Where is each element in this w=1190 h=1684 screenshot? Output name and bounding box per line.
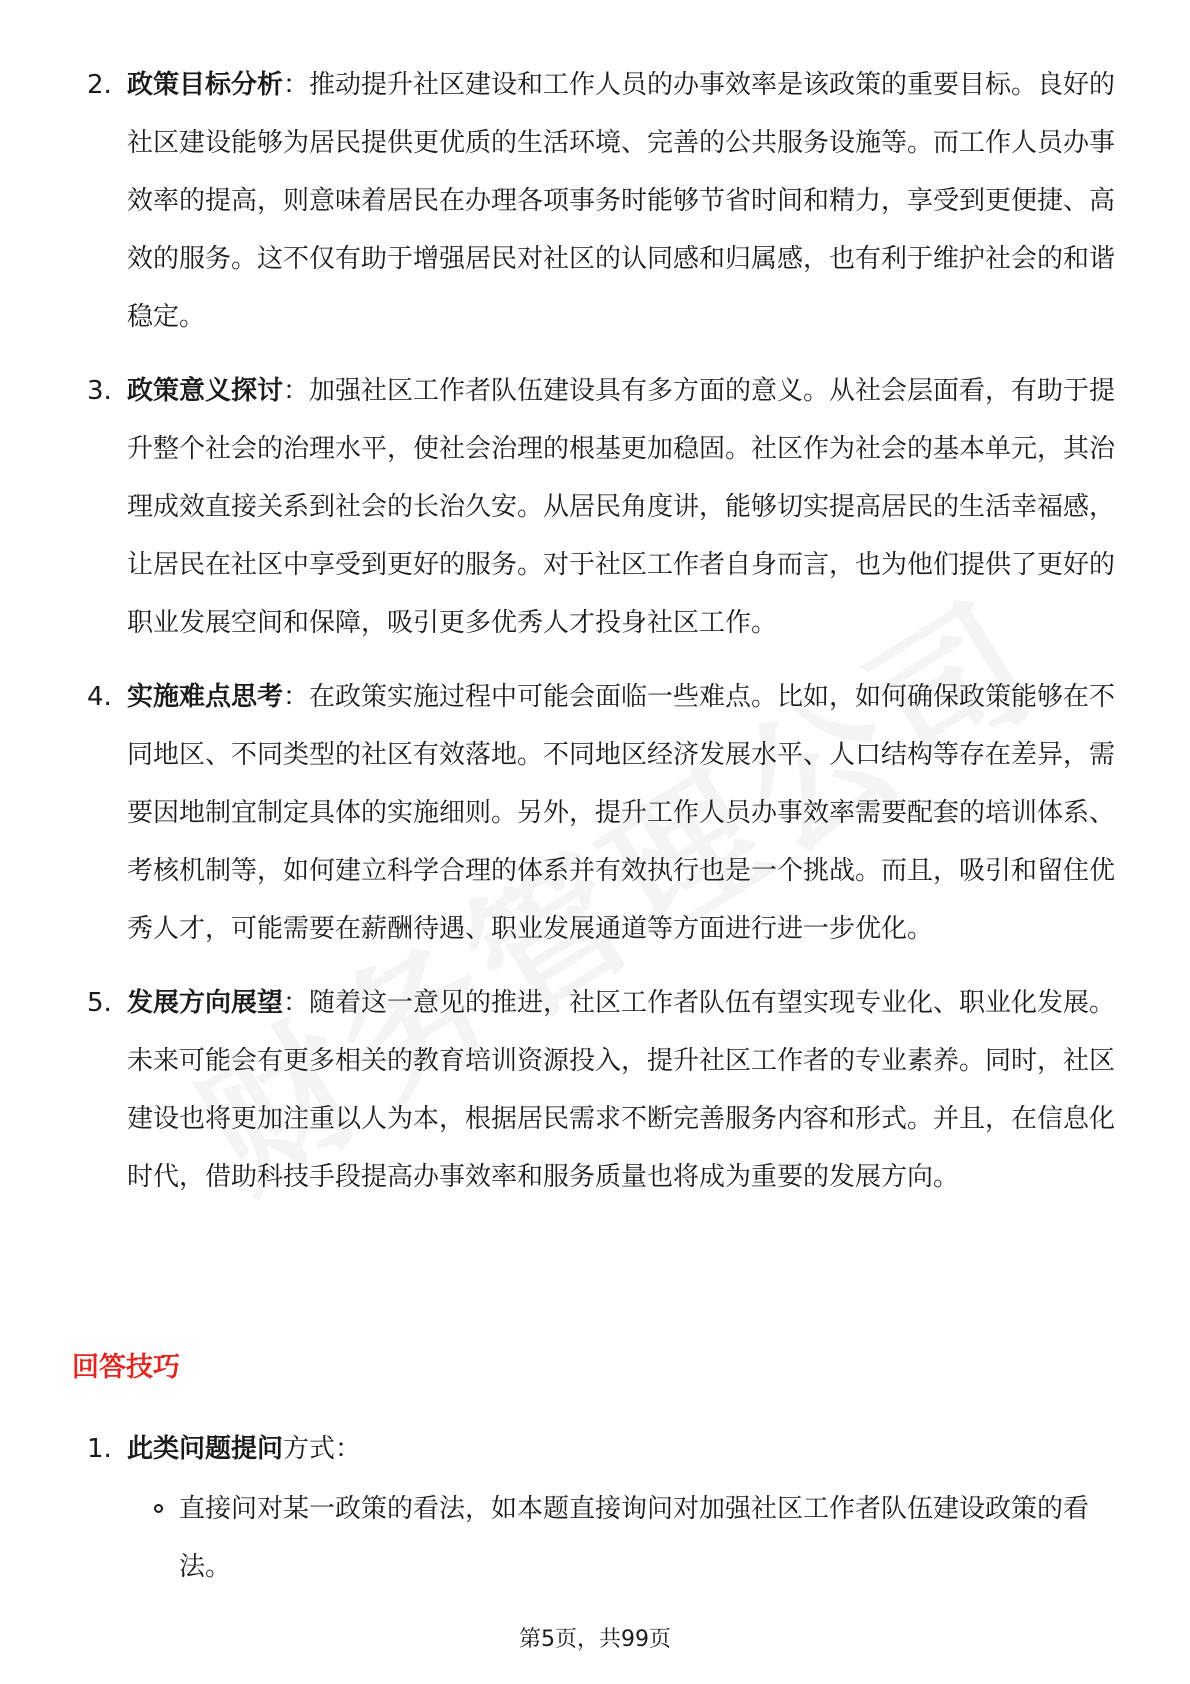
list-item-paragraph: [127, 668, 1120, 958]
list-item: [80, 362, 1120, 652]
tip-item-title: 此类问题提问: [127, 1434, 284, 1464]
page-footer: 第5页，共99页: [519, 1627, 671, 1652]
list-item-title: 实施难点思考: [127, 682, 284, 712]
tip-bullet-item: [80, 1480, 1120, 1596]
tip-item-title-suffix: 方式：: [283, 1434, 362, 1464]
list-item-number: 2.: [87, 70, 112, 100]
list-item: [80, 974, 1120, 1206]
list-item-paragraph: [127, 974, 1120, 1206]
hollow-bullet-icon: [154, 1504, 163, 1513]
list-item-text: ：加强社区工作者队伍建设具有多方面的意义。从社会层面看，有助于提升整个社会的治理水平，使社会治理的根基更加稳固。社区作为社会的基本单元，其治理成效直接关系到社会的长治久安。从居民角度讲，能够切实提高居民的生活幸福感，让居民在社区中享受到更好的服务。对于社区工作者自身而言，也为他们提供了更好的职业发展空间和保障，吸引更多优秀人才投身社区工作。: [127, 376, 1116, 638]
section-title: 回答技巧: [72, 1352, 180, 1383]
list-item-text: ：推动提升社区建设和工作人员的办事效率是该政策的重要目标。良好的社区建设能够为居民提供更优质的生活环境、完善的公共服务设施等。而工作人员办事效率的提高，则意味着居民在办理各项事务时能够节省时间和精力，享受到更便捷、高效的服务。这不仅有助于增强居民对社区的认同感和归属感，也有利于维护社会的和谐稳定。: [127, 70, 1116, 332]
list-item-title: 政策目标分析: [127, 70, 284, 100]
list-item-text: ：在政策实施过程中可能会面临一些难点。比如，如何确保政策能够在不同地区、不同类型的社区有效落地。不同地区经济发展水平、人口结构等存在差异，需要因地制宜制定具体的实施细则。另外，提升工作人员办事效率需要配套的培训体系、考核机制等，如何建立科学合理的体系并有效执行也是一个挑战。而且，吸引和留住优秀人才，可能需要在薪酬待遇、职业发展通道等方面进行进一步优化。: [127, 682, 1116, 944]
list-item: [80, 56, 1120, 346]
analysis-list: [80, 56, 1120, 1222]
list-item-paragraph: [127, 56, 1120, 346]
list-item: [80, 668, 1120, 958]
list-item-number: 5.: [87, 988, 112, 1018]
tips-list: [80, 1420, 1120, 1596]
list-item-paragraph: [127, 362, 1120, 652]
tip-bullet-text: 直接问对某一政策的看法，如本题直接询问对加强社区工作者队伍建设政策的看法。: [179, 1494, 1090, 1582]
tip-item-number: 1.: [87, 1434, 112, 1464]
list-item-number: 3.: [87, 376, 112, 406]
list-item-number: 4.: [87, 682, 112, 712]
tip-item: [80, 1420, 1120, 1478]
list-item-title: 政策意义探讨: [127, 376, 284, 406]
list-item-text: ：随着这一意见的推进，社区工作者队伍有望实现专业化、职业化发展。未来可能会有更多相关的教育培训资源投入，提升社区工作者的专业素养。同时，社区建设也将更加注重以人为本，根据居民需求不断完善服务内容和形式。并且，在信息化时代，借助科技手段提高办事效率和服务质量也将成为重要的发展方向。: [127, 988, 1116, 1192]
list-item-title: 发展方向展望: [127, 988, 284, 1018]
